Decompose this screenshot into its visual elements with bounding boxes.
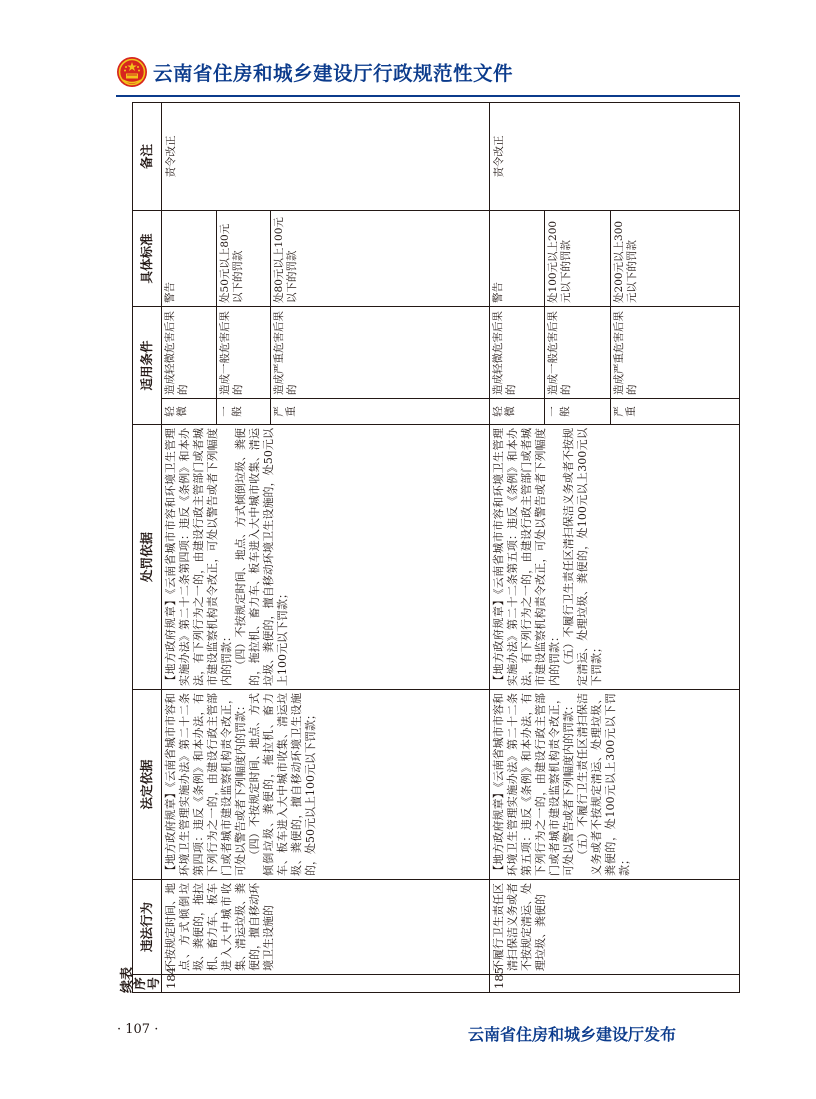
table-row — [162, 102, 217, 992]
level-label: 一般 — [545, 399, 611, 425]
punishment-basis-item: （四）不按规定时间、地点、方式倾倒垃圾、粪便的，拖拉机、畜力车、板车进入大中城市收集、清运垃圾、粪便的，擅自移动环境卫生设施的，处50元以上100元以下罚款； — [234, 428, 289, 686]
level-label: 严重 — [271, 399, 490, 425]
row-legal-basis — [162, 690, 490, 880]
header-punishment-basis: 处罚依据 — [133, 425, 162, 690]
row-seq: 185 — [490, 975, 740, 993]
row-seq: 184 — [162, 975, 490, 993]
footer-publisher: 云南省住房和城乡建设厅发布 — [468, 1025, 677, 1044]
punishment-basis-item: （五）不履行卫生责任区清扫保洁义务或者不按规定清运、处理垃圾、粪便的，处100元以上300元以下罚款； — [562, 428, 604, 686]
level-label: 一般 — [216, 399, 271, 425]
standard-cell: 处50元以上80元以下的罚款 — [216, 210, 271, 306]
document-header-title: 云南省住房和城乡建设厅行政规范性文件 — [153, 62, 514, 85]
level-label: 严重 — [610, 399, 739, 425]
punishment-basis-clause: 【地方政府规章】《云南省城市市容和环境卫生管理实施办法》第二十二条第四项：违反《条例》和本办法，有下列行为之一的，由建设行政主管部门或者城市建设监察机构责令改正，可处以警告或者下列幅度内的罚款： — [164, 428, 233, 686]
condition-cell: 造成轻微危害后果的 — [162, 306, 217, 398]
condition-cell: 造成轻微危害后果的 — [490, 306, 545, 398]
rotated-table-page — [112, 103, 740, 993]
condition-cell: 造成一般危害后果的 — [216, 306, 271, 398]
level-label: 轻微 — [490, 399, 545, 425]
header-divider — [116, 95, 740, 97]
row-violation: 不按规定时间、地点、方式倾倒垃圾、粪便的，拖拉机、畜力车、板车进入大中城市收集、清运垃圾、粪便的，擅自移动环境卫生设施的 — [162, 880, 490, 975]
row-legal-basis — [490, 690, 740, 880]
condition-cell: 造成严重危害后果的 — [610, 306, 739, 398]
continuation-label: 续表 — [120, 966, 135, 993]
condition-cell: 造成一般危害后果的 — [545, 306, 611, 398]
standard-cell: 警告 — [162, 210, 217, 306]
national-emblem-icon — [116, 56, 148, 88]
page-number: · 107 · — [117, 1022, 159, 1037]
standard-cell: 警告 — [490, 210, 545, 306]
header-act: 违法行为 — [133, 880, 162, 975]
legal-basis-clause: 【地方政府规章】《云南省城市市容和环境卫生管理实施办法》第二十二条第四项：违反《条例》和本办法，有下列行为之一的，由建设行政主管部门或者城市建设监察机构责令改正，可处以警告或者下列幅度内的罚款： — [164, 693, 247, 876]
row-punishment-basis — [490, 425, 740, 690]
standard-cell: 处80元以上100元以下的罚款 — [271, 210, 490, 306]
condition-cell: 造成严重危害后果的 — [271, 306, 490, 398]
standard-cell: 处100元以上200元以下的罚款 — [545, 210, 611, 306]
legal-basis-item: （四）不按规定时间、地点、方式倾倒垃圾、粪便的，拖拉机、畜力车、板车进入大中城市收集、清运垃圾、粪便的，擅自移动环境卫生设施的，处50元以上100元以下罚款； — [248, 693, 317, 876]
header-standard: 具体标准 — [133, 210, 162, 306]
header-seq: 序号 — [133, 975, 162, 993]
punishment-basis-clause: 【地方政府规章】《云南省城市市容和环境卫生管理实施办法》第二十二条第五项：违反《条例》和本办法，有下列行为之一的，由建设行政主管部门或者城市建设监察机构责令改正，可处以警告或者下列幅度内的罚款： — [492, 428, 562, 686]
header-notes: 备注 — [133, 102, 162, 210]
header-legal-basis: 法定依据 — [133, 690, 162, 880]
penalty-standard-table — [132, 102, 740, 993]
row-note: 责令改正 — [162, 102, 490, 210]
level-label: 轻微 — [162, 399, 217, 425]
legal-basis-clause: 【地方政府规章】《云南省城市市容和环境卫生管理实施办法》第二十二条第五项：违反《条例》和本办法，有下列行为之一的，由建设行政主管部门或者城市建设监察机构责令改正，可处以警告或者下列幅度内的罚款： — [492, 693, 576, 876]
legal-basis-item: （五）不履行卫生责任区清扫保洁义务或者不按规定清运、处理垃圾、粪便的，处100元以上300元以下罚款； — [576, 693, 632, 876]
table-header-row — [133, 102, 162, 992]
row-punishment-basis — [162, 425, 490, 690]
standard-cell: 处200元以上300元以下的罚款 — [610, 210, 739, 306]
table-row — [490, 102, 545, 992]
header-conditions: 适用条件 — [133, 306, 162, 424]
row-violation: 不履行卫生责任区清扫保洁义务或者不按规定清运、处理垃圾、粪便的 — [490, 880, 740, 975]
row-note: 责令改正 — [490, 102, 740, 210]
